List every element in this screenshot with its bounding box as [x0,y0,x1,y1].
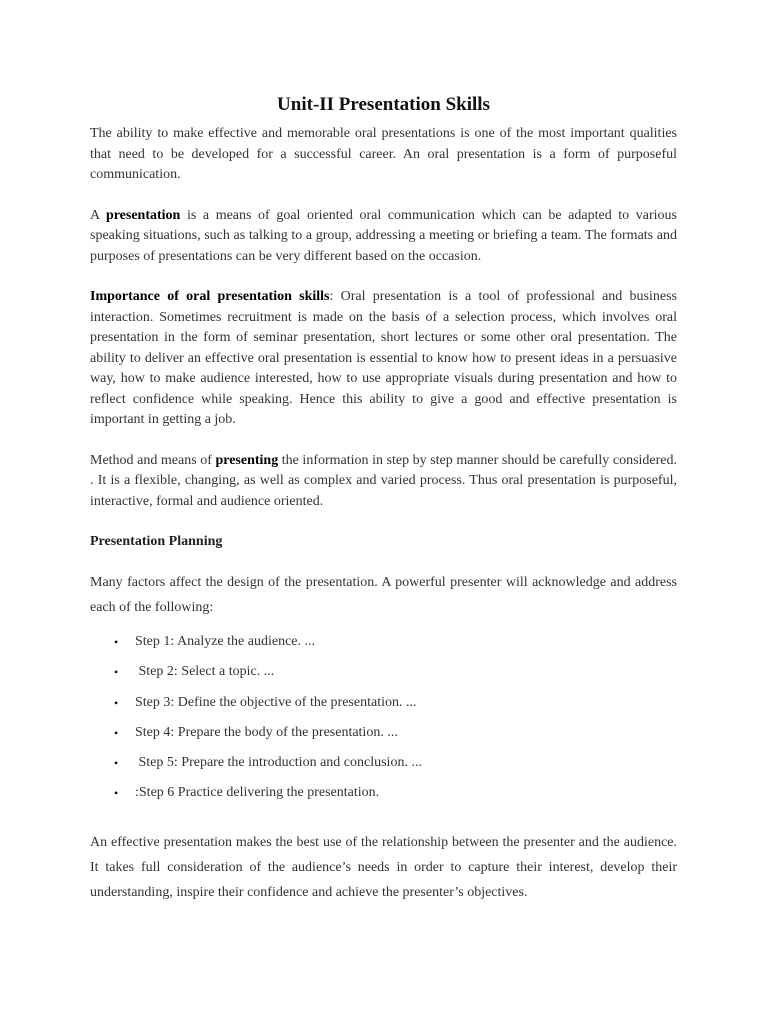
list-item-text: Step 2: Select a topic. ... [135,664,275,680]
list-item-text: Step 3: Define the objective of the presentation. ... [135,694,417,710]
spacer [90,814,677,830]
list-item-text: :Step 6 Practice delivering the presentation. [135,785,380,801]
spacer [90,431,677,451]
importance-text: : Oral presentation is a tool of professional and business interaction. Sometimes recruitment is made on the basis of a selection process, which involves oral presentation in the form of seminar presentation, short lectures or some other oral presentation. The ability to deliver an effective oral presentation is essential to know how to present ideas in a persuasive way, how to make audience interested, how to use appropriate visuals during presentation and how to reflect confidence while speaking. Hence this ability to give a good and effective presentation is important in getting a job. [90,289,677,427]
bullet-icon: • [114,695,119,710]
list-item [90,753,677,783]
page-title: Unit-II Presentation Skills [277,94,490,115]
planning-heading: Presentation Planning [90,534,223,549]
intro-paragraph: The ability to make effective and memorable oral presentations is one of the most important qualities that need to be developed for a successful career. An oral presentation is a form of purposeful communication. [90,126,677,182]
bullet-icon: • [114,635,119,649]
planning-intro: Many factors affect the design of the presentation. A powerful presenter will acknowledge and address each of the following: [90,575,677,615]
definition-paragraph [90,206,677,268]
bullet-icon: • [114,786,119,801]
closing-paragraph: An effective presentation makes the best use of the relationship between the presenter and the audience. It takes full consideration of the audience’s needs in order to capture their interest, develop their understanding, inspire their confidence and achieve the presenter’s objectives. [90,834,677,900]
method-text: the information in step by step manner should be carefully considered. . It is a flexible, changing, as well as complex and varied process. Thus oral presentation is purposeful, interactive, formal and audience oriented. [90,452,677,509]
list-item [90,723,677,753]
definition-text: is a means of goal oriented oral communication which can be adapted to various speaking situations, such as talking to a group, addressing a meeting or briefing a team. The formats and purposes of presentations can be very different based on the occasion. [90,207,677,264]
definition-lead: A [90,207,106,223]
method-paragraph [90,451,677,513]
importance-paragraph [90,287,677,431]
importance-heading: Importance of oral presentation skills [90,289,330,304]
list-item-text: Step 1: Analyze the audience. ... [135,634,315,649]
method-lead: Method and means of [90,452,216,468]
definition-term: presentation [105,207,181,223]
list-item [90,693,677,723]
spacer [90,620,677,632]
method-term: presenting [215,452,279,468]
list-item-text: Step 5: Prepare the introduction and conclusion. ... [135,755,422,771]
document-page [90,92,677,905]
bullet-icon: • [114,665,119,680]
steps-list [90,632,677,814]
list-item-text: Step 4: Prepare the body of the presentation. ... [135,724,398,740]
spacer [90,552,677,570]
bullet-icon: • [114,756,119,771]
spacer [90,267,677,287]
spacer [90,186,677,206]
spacer [90,512,677,532]
list-item [90,662,677,692]
bullet-icon: • [114,725,119,740]
list-item [90,783,677,813]
list-item [90,632,677,662]
